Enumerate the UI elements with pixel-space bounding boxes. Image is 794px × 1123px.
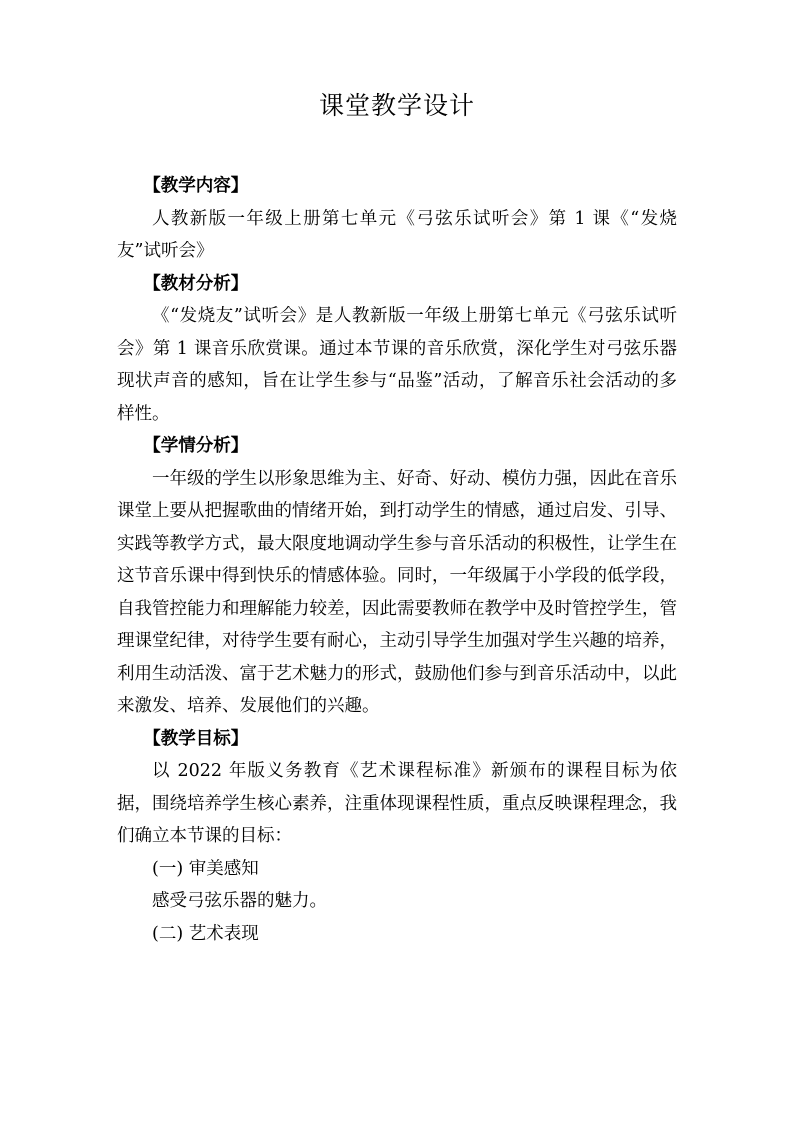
document-body [117, 170, 677, 950]
section-heading-learner-analysis: 【学情分析】 [143, 436, 249, 456]
goal-subheading-aesthetic-perception: (一) 审美感知 [152, 858, 259, 879]
teaching-goals-paragraph: 以 2022 年版义务教育《艺术课程标准》新颁布的课程目标为依据，围绕培养学生核心素养，注重体现课程性质，重点反映课程理念，我们确立本节课的目标： [117, 761, 677, 846]
section-heading-teaching-goals: 【教学目标】 [143, 728, 249, 749]
teaching-content-paragraph: 人教新版一年级上册第七单元《弓弦乐试听会》第 1 课《“发烧友”试听会》 [117, 208, 677, 261]
learner-analysis-paragraph: 一年级的学生以形象思维为主、好奇、好动、模仿力强，因此在音乐课堂上要从把握歌曲的情绪开始，到打动学生的情感，通过启发、引导、实践等教学方式，最大限度地调动学生参与音乐活动的积极性，让学生在这节音乐课中得到快乐的情感体验。同时，一年级属于小学段的低学段，自我管控能力和理解能力较差，因此需要教师在教学中及时管控学生，管理课堂纪律，对待学生要有耐心，主动引导学生加强对学生兴趣的培养，利用生动活泼、富于艺术魅力的形式，鼓励他们参与到音乐活动中，以此来激发、培养、发展他们的兴趣。 [117, 468, 677, 716]
goal-item-text: 感受弓弦乐器的魅力。 [152, 891, 327, 911]
material-analysis-paragraph: 《“发烧友”试听会》是人教新版一年级上册第七单元《弓弦乐试听会》第 1 课音乐欣赏课。通过本节课的音乐欣赏，深化学生对弓弦乐器现状声音的感知，旨在让学生参与“品鉴”活动，了解音乐社会活动的多样性。 [117, 306, 677, 424]
document-title: 课堂教学设计 [318, 91, 475, 120]
section-heading-material-analysis: 【教材分析】 [143, 273, 249, 294]
section-heading-teaching-content: 【教学内容】 [143, 176, 249, 196]
goal-subheading-artistic-expression: (二) 艺术表现 [152, 923, 259, 944]
